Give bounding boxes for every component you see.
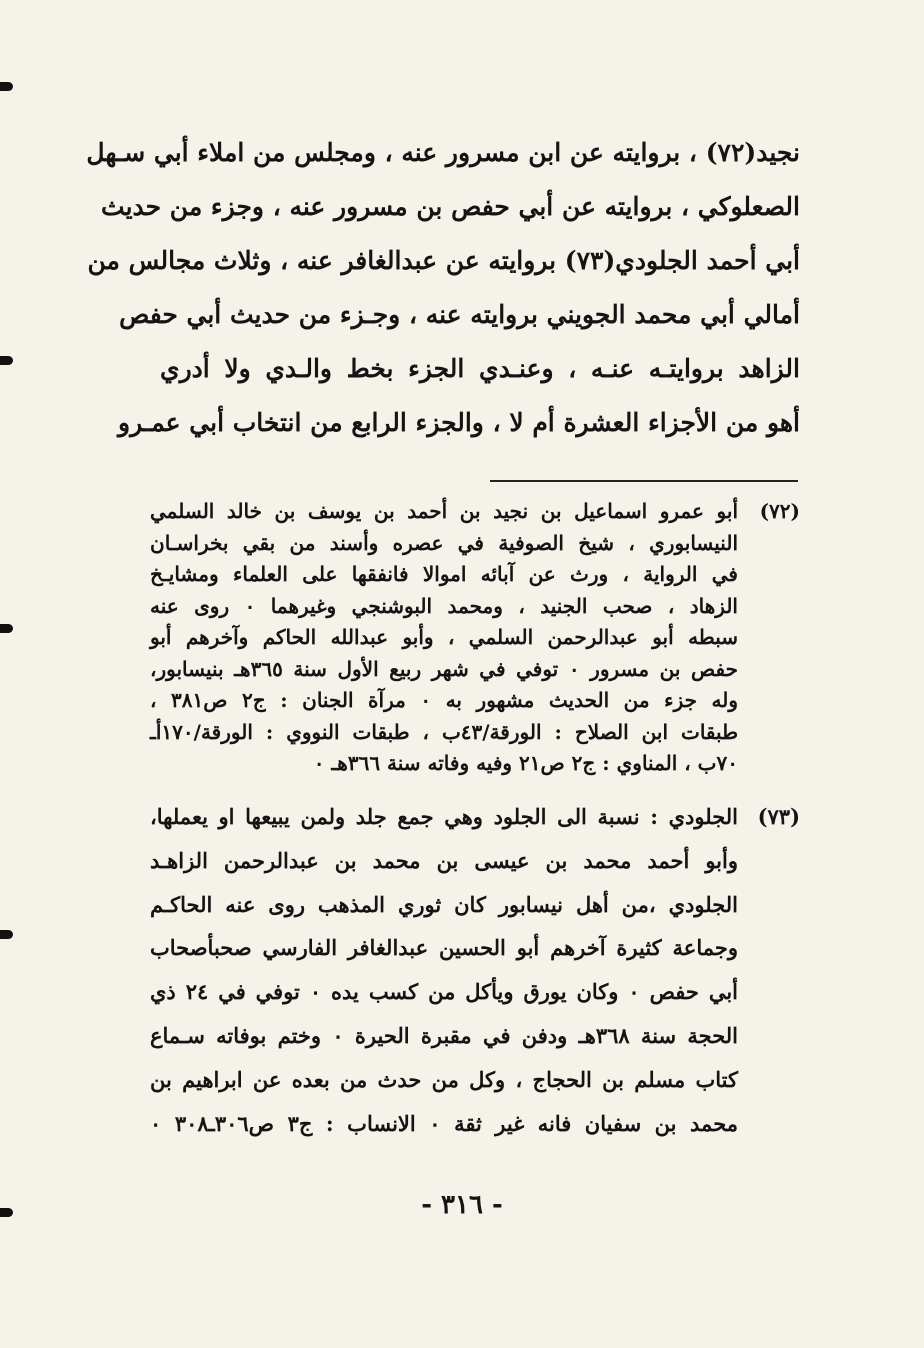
- main-text-line: الصعلوكي ، بروايته عن أبي حفص بن مسرور عنه ، وجزء من حديث: [101, 192, 800, 221]
- main-text-line: أبي أحمد الجلودي(٧٣) بروايته عن عبدالغافر عنه ، وثلاث مجالس من: [87, 246, 800, 275]
- footnote-line: محمد بن سفيان فانه غير ثقة ٠ الانساب : ج٣ ص٣٠٦ـ٣٠٨ ٠: [150, 1110, 738, 1136]
- main-text-line: الزاهد بروايتـه عنـه ، وعنـدي الجزء بخط والـدي ولا أدري: [160, 354, 800, 383]
- footnote-line: أبو عمرو اسماعيل بن نجيد بن أحمد بن يوسف بن خالد السلمي: [150, 499, 738, 523]
- footnote-line: وله جزء من الحديث مشهور به ٠ مرآة الجنان : ج٢ ص٣٨١ ،: [150, 688, 738, 712]
- footnote-73: [150, 795, 800, 1145]
- footnote-line: وجماعة كثيرة آخرهم أبو الحسين عبدالغافر الفارسي صحبأصحاب: [150, 935, 738, 961]
- footnote-line: طبقات ابن الصلاح : الورقة/٤٣ب ، طبقات النووي : الورقة/١٧٠أـ: [150, 719, 739, 744]
- main-text: [86, 126, 800, 450]
- footnote-72: [150, 496, 800, 780]
- footnote-line: الجلودي : نسبة الى الجلود وهي جمع جلد ولمن يبيعها او يعملها،: [150, 804, 738, 829]
- margin-mark: [0, 624, 13, 633]
- main-text-line: نجيد(٧٢) ، بروايته عن ابن مسرور عنه ، ومجلس من املاء أبي سـهل: [86, 138, 800, 167]
- footnote-number: (٧٣): [757, 804, 800, 829]
- main-text-line: أهو من الأجزاء العشرة أم لا ، والجزء الرابع من انتخاب أبي عمـرو: [118, 408, 800, 437]
- footnote-line: الزهاد ، صحب الجنيد ، ومحمد البوشنجي وغيرهما ٠ روى عنه: [150, 593, 738, 618]
- footnote-line: سبطه أبو عبدالرحمن السلمي ، وأبو عبدالله الحاكم وآخرهم أبو: [150, 625, 738, 649]
- footnote-line: حفص بن مسرور ٠ توفي في شهر ربيع الأول سنة ٣٦٥هـ بنيسابور،: [150, 656, 739, 681]
- footnote-line: أبي حفص ٠ وكان يورق ويأكل من كسب يده ٠ توفي في ٢٤ ذي: [150, 979, 739, 1005]
- footnote-line: كتاب مسلم بن الحجاج ، وكل من حدث من بعده عن ابراهيم بن: [150, 1066, 738, 1092]
- footnote-line: النيسابوري ، شيخ الصوفية في عصره وأسند من بقي بخراسـان: [150, 530, 738, 555]
- footnote-line: الحجة سنة ٣٦٨هـ ودفن في مقبرة الحيرة ٠ وختم بوفاته سـماع: [150, 1022, 739, 1048]
- page-number: - ٣١٦ -: [421, 1190, 503, 1220]
- footnote-number: (٧٢): [759, 499, 800, 523]
- footnote-separator: [490, 480, 798, 482]
- footnote-line: ٧٠ب ، المناوي : ج٢ ص٢١ وفيه وفاته سنة ٣٦٦هـ ٠: [313, 751, 738, 775]
- margin-mark: [0, 82, 13, 91]
- margin-mark: [0, 356, 13, 365]
- main-text-line: أمالي أبي محمد الجويني بروايته عنه ، وجـزء من حديث أبي حفص: [119, 300, 800, 329]
- margin-mark: [0, 930, 13, 939]
- footnote-line: وأبو أحمد محمد بن عيسى بن محمد بن عبدالرحمن الزاهـد: [150, 847, 738, 873]
- footnote-line: الجلودي ،من أهل نيسابور كان ثوري المذهب روى عنه الحاكـم: [150, 891, 738, 917]
- footnote-line: في الرواية ، ورث عن آبائه اموالا فانفقها على العلماء ومشايـخ: [150, 562, 738, 586]
